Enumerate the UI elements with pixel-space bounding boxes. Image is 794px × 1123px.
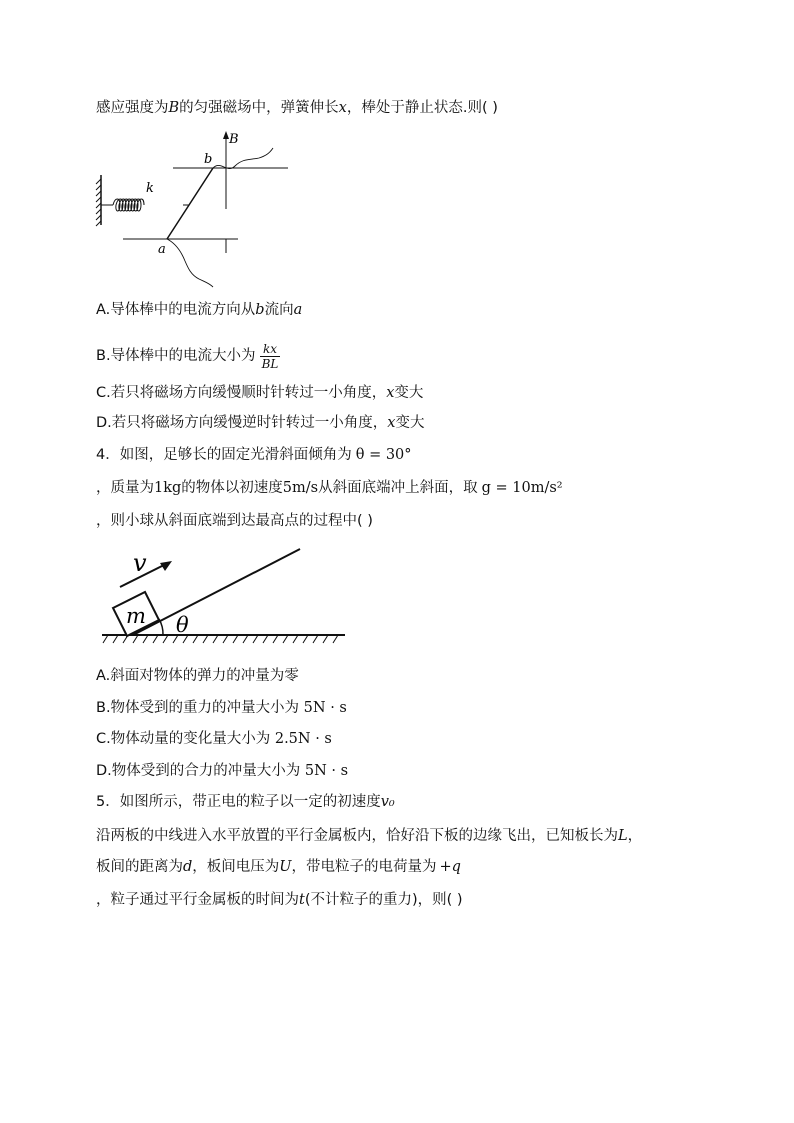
q5-line-4-text-1: ，粒子通过平行金属板的时间为 — [96, 892, 299, 908]
q3-option-c — [96, 383, 423, 403]
q5-line-3-text-1: 板间的距离为 — [96, 859, 183, 875]
q3-option-d — [96, 413, 424, 433]
q5-line-1-text: 5．如图所示，带正电的粒子以一定的初速度 — [96, 794, 381, 810]
q3-stem — [96, 98, 498, 118]
q4-figure-label-m: m — [126, 604, 146, 628]
q3-stem-text-1: 感应强度为 — [96, 100, 169, 116]
q3-option-d-text-2: 变大 — [395, 415, 425, 431]
q3-stem-var-x: x — [338, 100, 347, 116]
q3-option-b-numerator: kx — [260, 342, 281, 357]
q5-var-u: U — [279, 859, 292, 875]
q3-option-c-var: x — [386, 385, 395, 401]
q3-option-a-var-2: a — [293, 302, 303, 318]
q3-stem-var-b: B — [168, 100, 180, 116]
q5-initial-velocity: v₀ — [380, 794, 395, 810]
q4-angle-equation: θ = 30° — [355, 447, 412, 463]
q4-speed-value: 5m/s — [282, 480, 319, 496]
q5-line-3 — [96, 857, 461, 877]
q4-option-b-text: B.物体受到的重力的冲量大小为 — [96, 700, 304, 716]
q4-figure-incline — [100, 545, 350, 645]
q5-var-q: +q — [439, 859, 461, 875]
q4-option-c — [96, 729, 332, 749]
q4-figure-label-v: v — [133, 549, 147, 577]
q4-option-c-text: C.物体动量的变化量大小为 — [96, 731, 275, 747]
q3-stem-text-2: 的匀强磁场中，弹簧伸长 — [179, 100, 339, 116]
q5-line-3-text-2: ，板间电压为 — [192, 859, 280, 875]
q4-option-d-text: D.物体受到的合力的冲量大小为 — [96, 763, 305, 779]
q3-option-b-denominator: BL — [261, 356, 279, 371]
q4-option-c-value: 2.5N · s — [274, 731, 332, 747]
q3-option-d-text-1: D.若只将磁场方向缓慢逆时针转过一小角度， — [96, 415, 388, 431]
q3-option-c-text-2: 变大 — [394, 385, 424, 401]
q5-line-4 — [96, 890, 463, 910]
q3-option-c-text-1: C.若只将磁场方向缓慢顺时针转过一小角度， — [96, 385, 387, 401]
q4-line-1-text: 4．如图，足够长的固定光滑斜面倾角为 — [96, 447, 352, 463]
q4-option-b-value: 5N · s — [303, 700, 347, 716]
q5-line-3-text-3: ，带电粒子的电荷量为 — [291, 859, 437, 875]
q5-line-2 — [96, 826, 642, 846]
q4-option-d — [96, 761, 348, 781]
q4-option-d-value: 5N · s — [304, 763, 349, 779]
q4-line-2-text-3: 从斜面底端冲上斜面，取 — [318, 480, 478, 496]
q3-option-b — [96, 338, 280, 374]
q3-figure-label-a: a — [158, 242, 166, 257]
q4-figure-label-theta: θ — [176, 613, 189, 637]
q4-line-2-text-2: 的物体以初速度 — [181, 480, 283, 496]
q3-option-a — [96, 300, 302, 320]
q4-mass-value: 1kg — [154, 480, 182, 496]
q3-option-a-text-1: A.导体棒中的电流方向从 — [96, 302, 256, 318]
q3-option-a-text-2: 流向 — [264, 302, 294, 318]
q4-gravity-value: g = 10m/s² — [481, 480, 563, 496]
q5-line-2-text-1: 沿两板的中线进入水平放置的平行金属板内，恰好沿下板的边缘飞出，已知板长为 — [96, 828, 618, 844]
q4-line-3: ，则小球从斜面底端到达最高点的过程中( ) — [96, 513, 373, 529]
q5-line-4-text-2: (不计粒子的重力)，则( ) — [304, 892, 463, 908]
q3-option-a-var-1: b — [255, 302, 265, 318]
q4-option-a: A.斜面对物体的弹力的冲量为零 — [96, 668, 299, 684]
q5-line-1 — [96, 792, 395, 812]
q5-var-t: t — [299, 892, 305, 908]
q5-var-d: d — [183, 859, 193, 875]
q3-option-b-text: B.导体棒中的电流大小为 — [96, 348, 256, 364]
q3-figure-label-k: k — [146, 181, 154, 196]
q4-line-2 — [96, 478, 563, 498]
q5-var-l: L — [618, 828, 628, 844]
q3-figure-label-b-point: b — [204, 152, 213, 167]
q3-figure-rails-spring — [95, 125, 295, 290]
q3-figure-label-b-field: B — [229, 132, 239, 147]
q4-line-1 — [96, 445, 412, 465]
q3-option-d-var: x — [387, 415, 396, 431]
q4-line-2-text-1: ，质量为 — [96, 480, 154, 496]
q4-option-b — [96, 698, 347, 718]
q5-line-2-text-2: ， — [627, 828, 643, 844]
q3-stem-text-3: ，棒处于静止状态.则( ) — [346, 100, 498, 116]
q3-option-b-fraction — [260, 342, 281, 371]
